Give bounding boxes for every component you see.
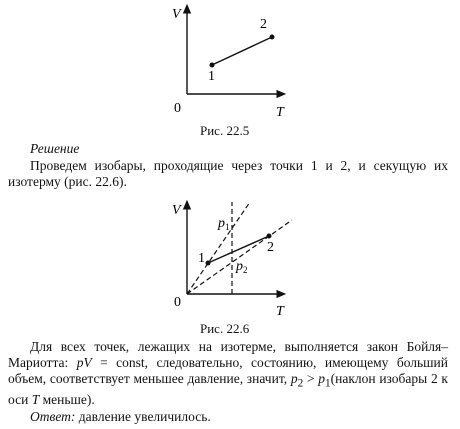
figure-22-5-plot [160,0,300,122]
label-p2 [235,259,248,275]
point-1 [206,261,211,266]
symbol-p2-sub: 2 [297,377,304,390]
answer-label: Ответ: [30,409,76,424]
label-p1-sub: 1 [225,222,230,232]
t-axis-label: T [276,304,284,318]
paragraph-1: Проведем изобары, проходящие через точки 1 и 2, и секущую их изотерму (рис. 22.6). [8,158,448,189]
symbol-p1: p [318,371,325,386]
v-axis-label: V [172,203,181,218]
symbol-p2: p [290,371,298,386]
figure-22-6-caption: Рис. 22.6 [200,321,250,336]
point-2 [270,35,275,40]
point-2 [267,234,272,239]
formula-pv: pV [76,355,92,370]
answer-text: давление увеличилось. [75,409,211,424]
answer-line [30,409,211,425]
paragraph-2-part-3: (наклон изобары 2 к оси [8,371,448,407]
point-2-label: 2 [267,240,274,255]
point-1-label: 1 [208,69,215,84]
label-p1-base: p [218,216,225,231]
symbol-t: T [31,391,40,407]
greater-than: > [303,371,319,386]
t-axis-label: T [276,105,284,120]
point-2-label: 2 [260,17,267,32]
figure-22-6 [160,196,300,318]
origin-label: 0 [174,101,181,116]
solution-heading: Решение [30,141,80,156]
paragraph-2 [8,339,448,408]
paragraph-2-part-2: = const, следовательно, состоянию, имеющему больший объем, соответствует меньшее давление, значит, [8,355,448,386]
symbol-p1-sub: 1 [325,377,331,390]
paragraph-2-part-1: Для всех точек, лежащих на изотерме, выполняется закон Бойля–Мариотта: [8,339,448,370]
point-1-label: 1 [198,251,205,266]
v-axis-label: V [172,7,181,22]
label-p2-sub: 2 [243,265,248,275]
label-p1 [217,216,230,232]
point-1 [210,63,215,68]
label-p2-base: p [236,259,243,274]
figure-22-5 [160,0,300,122]
origin-label: 0 [174,295,181,310]
figure-22-6-plot [160,196,300,318]
paragraph-2-part-4: меньше). [39,391,95,407]
figure-22-5-caption: Рис. 22.5 [200,123,250,138]
process-line [212,37,272,65]
